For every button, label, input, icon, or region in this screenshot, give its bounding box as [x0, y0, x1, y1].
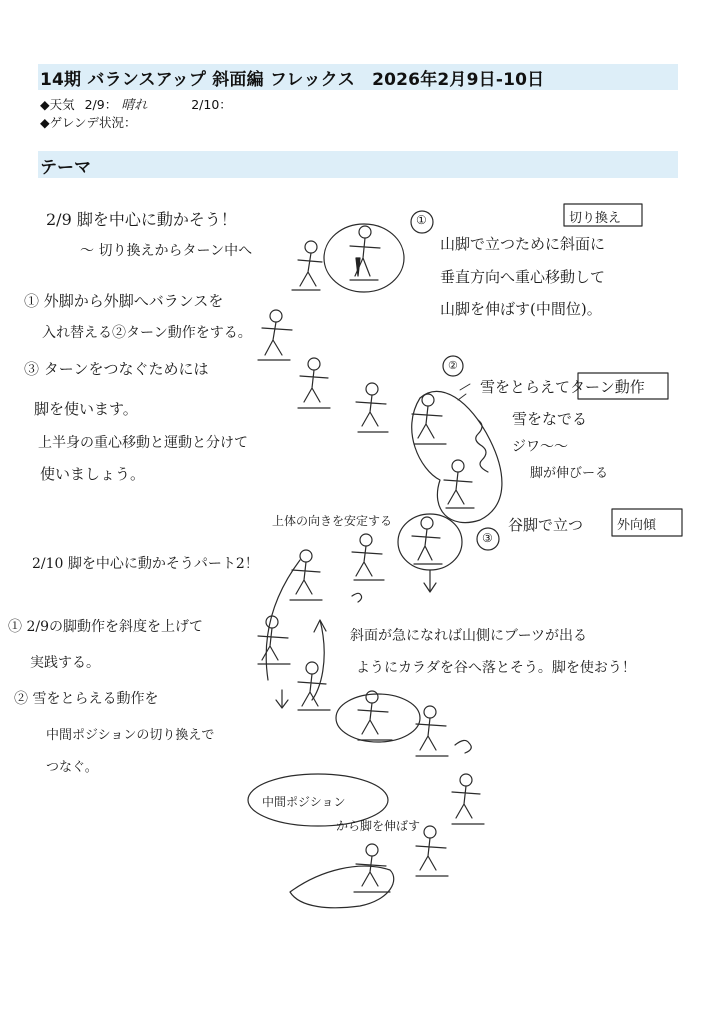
day1-subtitle: ～ 切り換えからターン中へ	[80, 243, 253, 259]
day2-note-line1: 斜面が急になれば山側にブーツが出る	[350, 628, 588, 644]
note1-line1: 山脚で立つために斜面に	[440, 235, 606, 253]
weather-day1-label: 2/9：	[84, 97, 118, 112]
day1-title: 2/9 脚を中心に動かそう！	[46, 210, 237, 229]
snow-waves-1	[476, 420, 488, 472]
day1-point1-line1: ① 外脚から外脚へバランスを	[24, 292, 224, 310]
weather-day2-label: 2/10：	[191, 97, 232, 112]
marker-2: ②	[448, 359, 458, 372]
snow-swirl	[352, 593, 362, 602]
day2-point2-line3: つなぐ。	[46, 760, 98, 775]
day1-point3-line3: 上半身の重心移動と運動と分けて	[38, 435, 248, 451]
day2-point1-line1: ① 2/9の脚動作を斜度を上げて	[8, 619, 203, 635]
day1-point3-line2: 脚を使います。	[34, 400, 138, 418]
weather-day1-value: 晴れ	[121, 98, 148, 113]
marker-1: ①	[416, 213, 427, 227]
extend-legs-label: から脚を伸ばす	[336, 819, 421, 833]
snow-swirl-2	[455, 740, 471, 753]
snow-spray	[290, 866, 394, 908]
skier-figure-6	[412, 394, 446, 444]
day1-point3-line1: ③ ターンをつなぐためには	[24, 360, 209, 378]
arrow-down-2	[276, 690, 288, 708]
highlight-circle-1	[324, 224, 404, 292]
kidney-shape	[412, 391, 502, 522]
day2-point2-line2: 中間ポジションの切り換えで	[46, 728, 215, 743]
skier-figure-7	[444, 460, 474, 508]
curve-left	[266, 560, 300, 680]
skier-figure-8	[412, 517, 442, 564]
stroke-lines	[458, 384, 470, 400]
highlight-circle-3	[398, 514, 462, 570]
skier-figure-9	[290, 550, 322, 600]
skier-figure-12	[298, 662, 330, 710]
skier-figure-15	[452, 774, 484, 824]
middle-position-label: 中間ポジション	[262, 795, 346, 809]
note2-line1: 雪をとらえてターン動作	[480, 378, 645, 396]
day2-title: 2/10 脚を中心に動かそうパート2！	[32, 556, 259, 572]
page-title: 14期 バランスアップ 斜面編 フレックス 2026年2月9日-10日	[40, 70, 545, 90]
marker-3: ③	[482, 531, 493, 545]
slope-condition-label: ◆ゲレンデ状況：	[40, 115, 137, 130]
skier-figure-3	[258, 310, 292, 360]
day1-point1-line2: 入れ替える②ターン動作をする。	[42, 325, 252, 341]
skier-figure-16	[416, 826, 448, 876]
arrow-curve	[312, 620, 326, 700]
note3-label: 外向傾	[617, 518, 657, 533]
note2-line3: ジワ〜〜	[512, 439, 568, 455]
day1-point3-line4: 使いましょう。	[40, 465, 146, 483]
note1-label: 切り換え	[569, 211, 622, 226]
day2-point2-line1: ② 雪をとらえる動作を	[14, 691, 159, 707]
skier-figure-1	[292, 241, 322, 290]
skier-figure-11	[258, 616, 290, 664]
note2-line2: 雪をなでる	[512, 410, 588, 428]
highlight-circle-4	[336, 694, 420, 742]
weather-label: ◆天気	[40, 97, 75, 112]
note3-text: 谷脚で立つ	[508, 516, 584, 534]
note2-line4: 脚が伸びーる	[530, 466, 609, 481]
day2-point1-line2: 実践する。	[30, 655, 100, 671]
skier-figure-4	[298, 358, 330, 408]
arrow-down-1	[424, 570, 436, 592]
skier-figure-14	[416, 706, 448, 756]
note1-line3: 山脚を伸ばす(中間位)。	[440, 300, 602, 318]
theme-heading: テーマ	[40, 158, 91, 178]
skier-figure-5	[356, 383, 388, 432]
skier-figure-13	[358, 691, 392, 740]
day2-note-line2: ようにカラダを谷へ落とそう。脚を使おう！	[356, 660, 636, 676]
skier-figure-2	[350, 226, 380, 280]
skier-figure-10	[352, 534, 384, 580]
upper-body-note: 上体の向きを安定する	[272, 514, 393, 528]
note1-line2: 垂直方向へ重心移動して	[440, 268, 606, 286]
